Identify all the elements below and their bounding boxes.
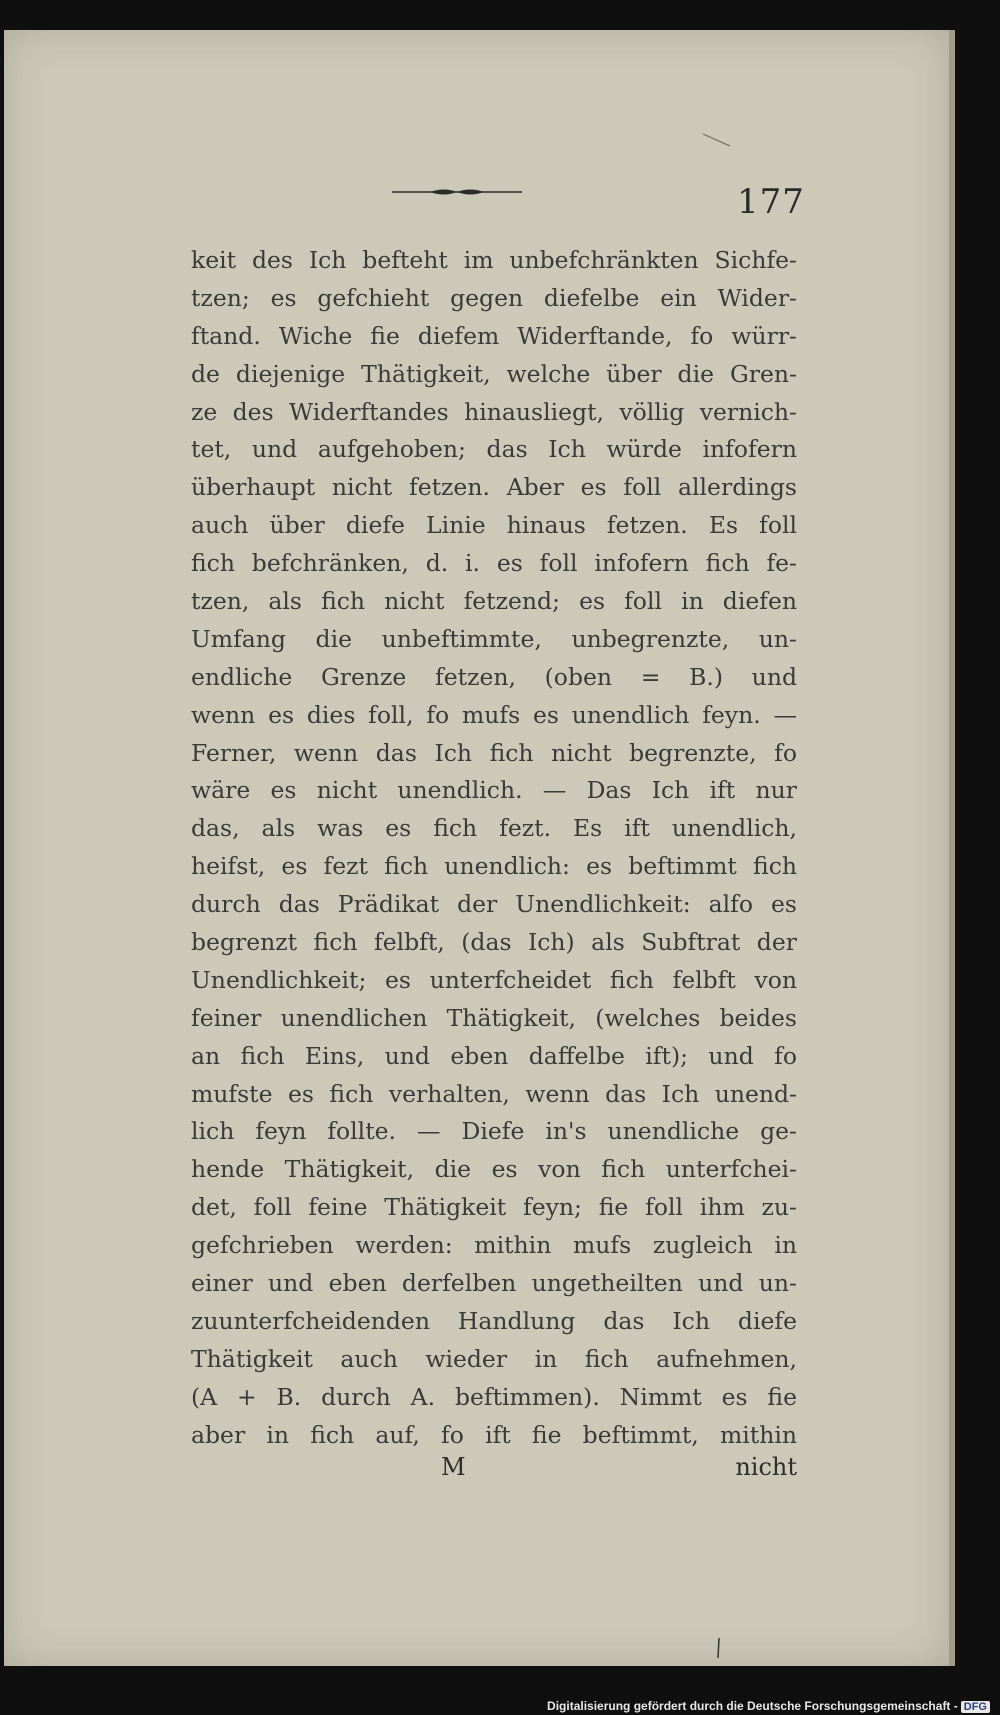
text-line: gefchrieben werden: mithin mufs zugleich in [191, 1231, 797, 1260]
text-line: Ferner, wenn das Ich fich nicht begrenzte, fo [191, 738, 797, 767]
text-line: mufste es fich verhalten, wenn das Ich unend- [191, 1079, 797, 1108]
text-line: durch das Prädikat der Unendlichkeit: alfo es [191, 890, 797, 919]
text-line: überhaupt nicht fetzen. Aber es foll allerdings [191, 473, 797, 502]
text-line: wäre es nicht unendlich. — Das Ich ift nur [191, 776, 797, 805]
text-line: das, als was es fich fezt. Es ift unendlich, [191, 814, 797, 843]
text-line: an fich Eins, und eben daffelbe ift); und fo [191, 1041, 797, 1070]
text-line: tzen; es gefchieht gegen diefelbe ein Wider- [191, 283, 797, 312]
catchword: nicht [735, 1453, 797, 1481]
text-line: ftand. Wiche fie diefem Widerftande, fo würr- [191, 321, 797, 350]
text-line: Unendlichkeit; es unterfcheidet fich felbft von [191, 965, 797, 994]
signature-mark: M [441, 1453, 466, 1481]
text-line: auch über diefe Linie hinaus fetzen. Es foll [191, 511, 797, 540]
text-line: begrenzt fich felbft, (das Ich) als Subftrat der [191, 928, 797, 957]
text-line: tzen, als fich nicht fetzend; es foll in diefen [191, 587, 797, 616]
text-line: wenn es dies foll, fo mufs es unendlich feyn. — [191, 700, 797, 729]
dfg-logo: DFG [961, 1701, 990, 1713]
text-line: fich befchränken, d. i. es foll infofern fich fe- [191, 549, 797, 578]
body-text [191, 242, 797, 1455]
text-line: ze des Widerftandes hinausliegt, völlig vernich- [191, 397, 797, 426]
text-line: feiner unendlichen Thätigkeit, (welches beides [191, 1003, 797, 1032]
text-line: endliche Grenze fetzen, (oben = B.) und [191, 662, 797, 691]
tick-mark [716, 1637, 722, 1659]
page-footer [191, 1453, 797, 1493]
page-number: 177 [737, 182, 805, 222]
text-line: hende Thätigkeit, die es von fich unterfchei- [191, 1155, 797, 1184]
text-line: (A + B. durch A. beftimmen). Nimmt es fie [191, 1382, 797, 1411]
text-line: Umfang die unbeftimmte, unbegrenzte, un- [191, 624, 797, 653]
text-line: aber in fich auf, fo ift fie beftimmt, mithin [191, 1420, 797, 1449]
text-line: lich feyn follte. — Diefe in's unendliche ge- [191, 1117, 797, 1146]
text-line: zuunterfcheidenden Handlung das Ich diefe [191, 1306, 797, 1335]
digitization-banner [547, 1699, 990, 1713]
text-line: det, foll feine Thätigkeit feyn; fie foll ihm zu- [191, 1193, 797, 1222]
book-page [4, 30, 955, 1666]
text-line: keit des Ich befteht im unbefchränkten Sichfe- [191, 246, 797, 274]
text-line: heifst, es fezt fich unendlich: es beftimmt fich [191, 852, 797, 881]
text-line: Thätigkeit auch wieder in fich aufnehmen, [191, 1344, 797, 1373]
text-line: de diejenige Thätigkeit, welche über die Gren- [191, 359, 797, 388]
text-line: tet, und aufgehoben; das Ich würde infofern [191, 435, 797, 464]
banner-text: Digitalisierung gefördert durch die Deutsche Forschungsgemeinschaft - [547, 1699, 958, 1713]
text-line: einer und eben derfelben ungetheilten und un- [191, 1269, 797, 1298]
ornamental-rule [392, 188, 522, 196]
pencil-mark [702, 132, 732, 148]
